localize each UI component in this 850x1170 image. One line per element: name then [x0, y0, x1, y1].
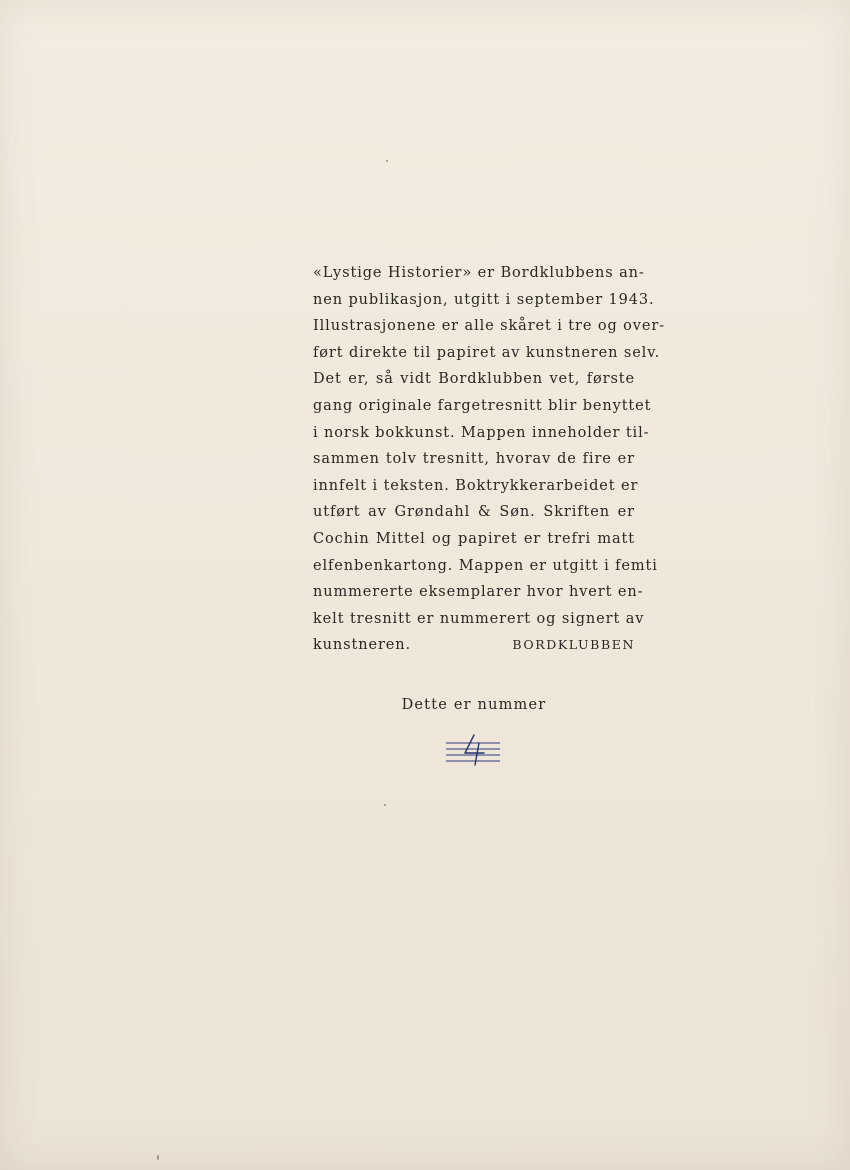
colophon-last-words: kunstneren. [313, 637, 412, 654]
colophon-line: i norsk bokkunst. Mappen inneholder til- [313, 424, 650, 441]
handwritten-number [444, 734, 502, 766]
paper-speck [386, 160, 388, 162]
colophon-line: ført direkte til papiret av kunstneren selv. [313, 344, 661, 361]
colophon-line: Det er, så vidt Bordklubben vet, første [313, 371, 635, 388]
signature: BORDKLUBBEN [512, 637, 635, 653]
colophon-line: Illustrasjonene er alle skåret i tre og over- [313, 318, 666, 335]
colophon-line: nummererte eksemplarer hvor hvert en- [313, 584, 644, 601]
colophon-closing-line [313, 632, 635, 659]
colophon-line: gang originale fargetresnitt blir benyttet [313, 397, 652, 414]
colophon-text [313, 260, 666, 659]
colophon-line: «Lystige Historier» er Bordklubbens an- [313, 265, 645, 281]
colophon-line: utført av Grøndahl & Søn. Skriften er [313, 504, 635, 521]
colophon-line: sammen tolv tresnitt, hvorav de fire er [313, 451, 635, 468]
colophon-line: elfenbenkartong. Mappen er utgitt i femti [313, 557, 658, 574]
colophon-line: Cochin Mittel og papiret er trefri matt [313, 530, 635, 547]
colophon-line: kelt tresnitt er nummerert og signert av [313, 610, 645, 627]
paper-speck [384, 804, 386, 806]
number-label: Dette er nummer [401, 697, 547, 713]
colophon-line: innfelt i teksten. Boktrykkerarbeidet er [313, 477, 639, 494]
paper-speck [157, 1155, 159, 1160]
colophon-line: nen publikasjon, utgitt i september 1943. [313, 291, 655, 308]
